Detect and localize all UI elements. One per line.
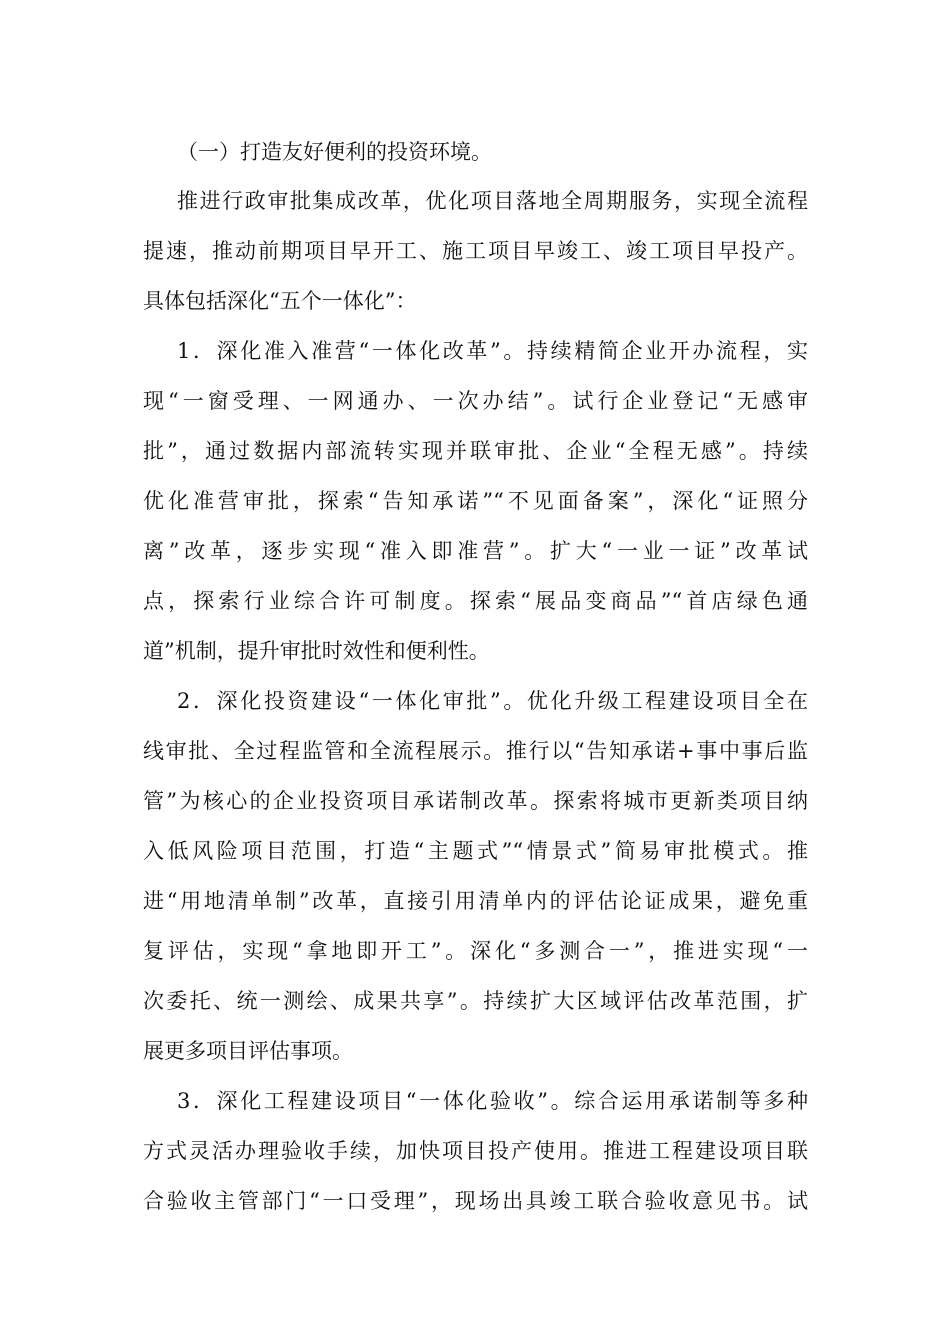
paragraph-line: 展更多项目评估事项。 <box>143 1039 353 1063</box>
paragraph-line: 进“用地清单制”改革，直接引用清单内的评估论证成果，避免重 <box>143 889 808 913</box>
paragraph-line: 提速，推动前期项目早开工、施工项目早竣工、竣工项目早投产。 <box>143 239 808 263</box>
paragraph-line: 2．深化投资建设“一体化审批”。优化升级工程建设项目全在 <box>177 689 808 713</box>
paragraph-line: 3．深化工程建设项目“一体化验收”。综合运用承诺制等多种 <box>177 1089 808 1113</box>
paragraph-line: 优化准营审批，探索“告知承诺”“不见面备案”，深化“证照分 <box>143 489 808 513</box>
paragraph-line: 离”改革，逐步实现“准入即准营”。扩大“一业一证”改革试 <box>143 539 808 563</box>
paragraph-line: 方式灵活办理验收手续，加快项目投产使用。推进工程建设项目联 <box>143 1139 808 1163</box>
paragraph-line: 复评估，实现“拿地即开工”。深化“多测合一”，推进实现“一 <box>143 939 808 963</box>
paragraph-line: 合验收主管部门“一口受理”，现场出具竣工联合验收意见书。试 <box>143 1189 808 1213</box>
paragraph-line: 批”，通过数据内部流转实现并联审批、企业“全程无感”。持续 <box>143 439 808 463</box>
paragraph-line: 现“一窗受理、一网通办、一次办结”。试行企业登记“无感审 <box>143 389 808 413</box>
section-heading: （一）打造友好便利的投资环境。 <box>177 140 492 164</box>
paragraph-line: 推进行政审批集成改革，优化项目落地全周期服务，实现全流程 <box>177 189 808 213</box>
paragraph-line: 入低风险项目范围，打造“主题式”“情景式”简易审批模式。推 <box>143 839 808 863</box>
paragraph-line: 具体包括深化“五个一体化”： <box>143 289 417 313</box>
paragraph-line: 点，探索行业综合许可制度。探索“展品变商品”“首店绿色通 <box>143 589 808 613</box>
paragraph-line: 次委托、统一测绘、成果共享”。持续扩大区域评估改革范围，扩 <box>143 989 808 1013</box>
paragraph-line: 线审批、全过程监管和全流程展示。推行以“告知承诺+事中事后监 <box>143 739 808 763</box>
paragraph-line: 1．深化准入准营“一体化改革”。持续精简企业开办流程，实 <box>177 339 808 363</box>
paragraph-line: 管”为核心的企业投资项目承诺制改革。探索将城市更新类项目纳 <box>143 789 808 813</box>
paragraph-line: 道”机制，提升审批时效性和便利性。 <box>143 639 490 663</box>
